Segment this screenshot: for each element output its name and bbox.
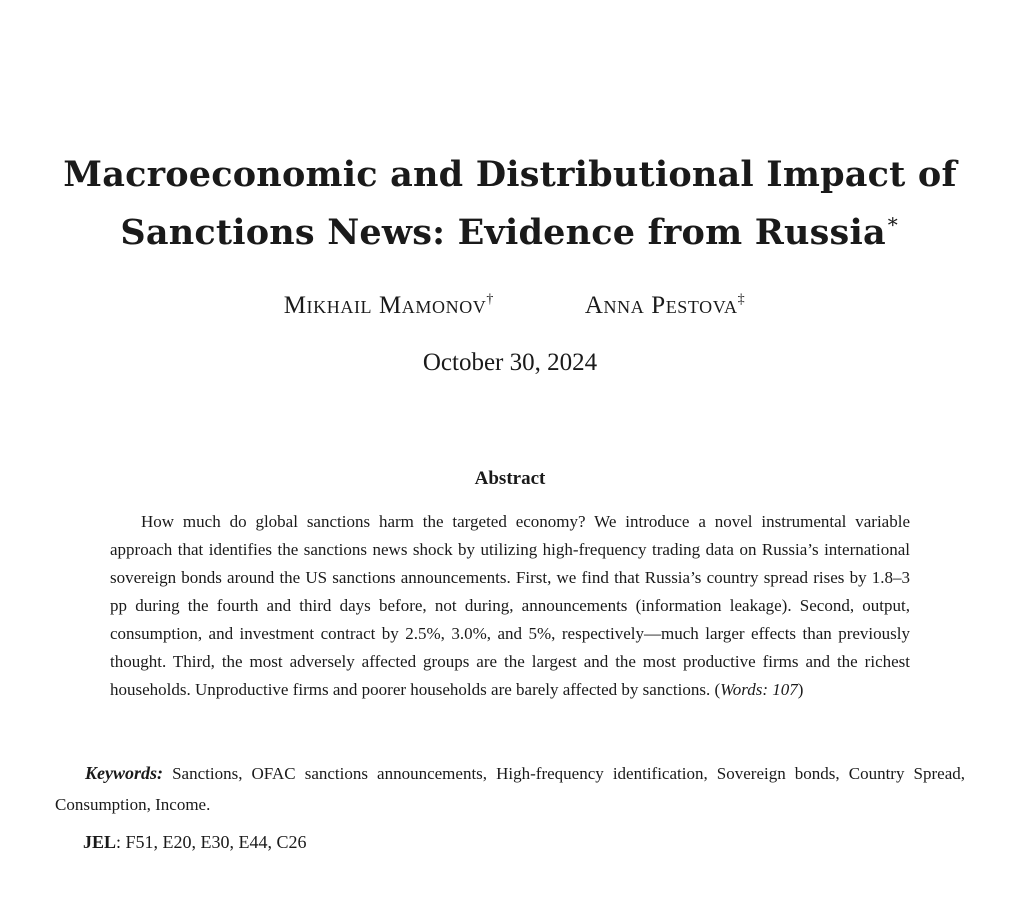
- keywords-label: Keywords:: [85, 763, 163, 783]
- title-footnote-mark: ∗: [885, 209, 900, 233]
- keywords-text: Sanctions, OFAC sanctions announcements, High-frequency identification, Sovereign bonds, Country Spread, Consumption, Income.: [55, 764, 966, 814]
- jel-label: JEL: [83, 832, 117, 852]
- author-1-name: Mikhail Mamonov: [283, 292, 487, 319]
- abstract-heading: Abstract: [474, 468, 546, 489]
- abstract-body: [110, 508, 910, 704]
- author-1-footnote-mark: †: [486, 292, 495, 307]
- author-2-name: Anna Pestova: [584, 292, 738, 319]
- author-list: [0, 292, 1029, 320]
- jel-text: : F51, E20, E30, E44, C26: [116, 832, 307, 852]
- word-count-close-paren: ): [797, 680, 804, 699]
- paper-title-line-1: Macroeconomic and Distributional Impact of: [63, 154, 957, 195]
- jel-codes: [83, 832, 307, 853]
- paper-title-line-2-text: Sanctions News: Evidence from Russia: [120, 212, 886, 253]
- keywords-section: [55, 758, 965, 820]
- paper-date: October 30, 2024: [422, 349, 598, 376]
- paper-title: [0, 146, 1020, 262]
- author-2-footnote-mark: ‡: [737, 292, 746, 307]
- paper-title-line-2: [0, 204, 1020, 262]
- word-count-open-paren: (: [714, 680, 721, 699]
- word-count: Words: 107: [720, 680, 798, 699]
- author-2: [585, 292, 745, 320]
- abstract-text: How much do global sanctions harm the targeted economy? We introduce a novel instrumental variable approach that identifies the sanctions news shock by utilizing high-frequency trading data on Russia’s international sovereign bonds around the US sanctions announcements. First, we find that Russia’s country spread rises by 1.8–3 pp during the fourth and third days before, not during, announcements (information leakage). Second, output, consumption, and investment contract by 2.5%, 3.0%, and 5%, respectively—much larger effects than previously thought. Third, the most adversely affected groups are the largest and the most productive firms and the richest households. Unproductive firms and poorer households are barely affected by sanctions.: [110, 512, 910, 699]
- author-1: [284, 292, 494, 320]
